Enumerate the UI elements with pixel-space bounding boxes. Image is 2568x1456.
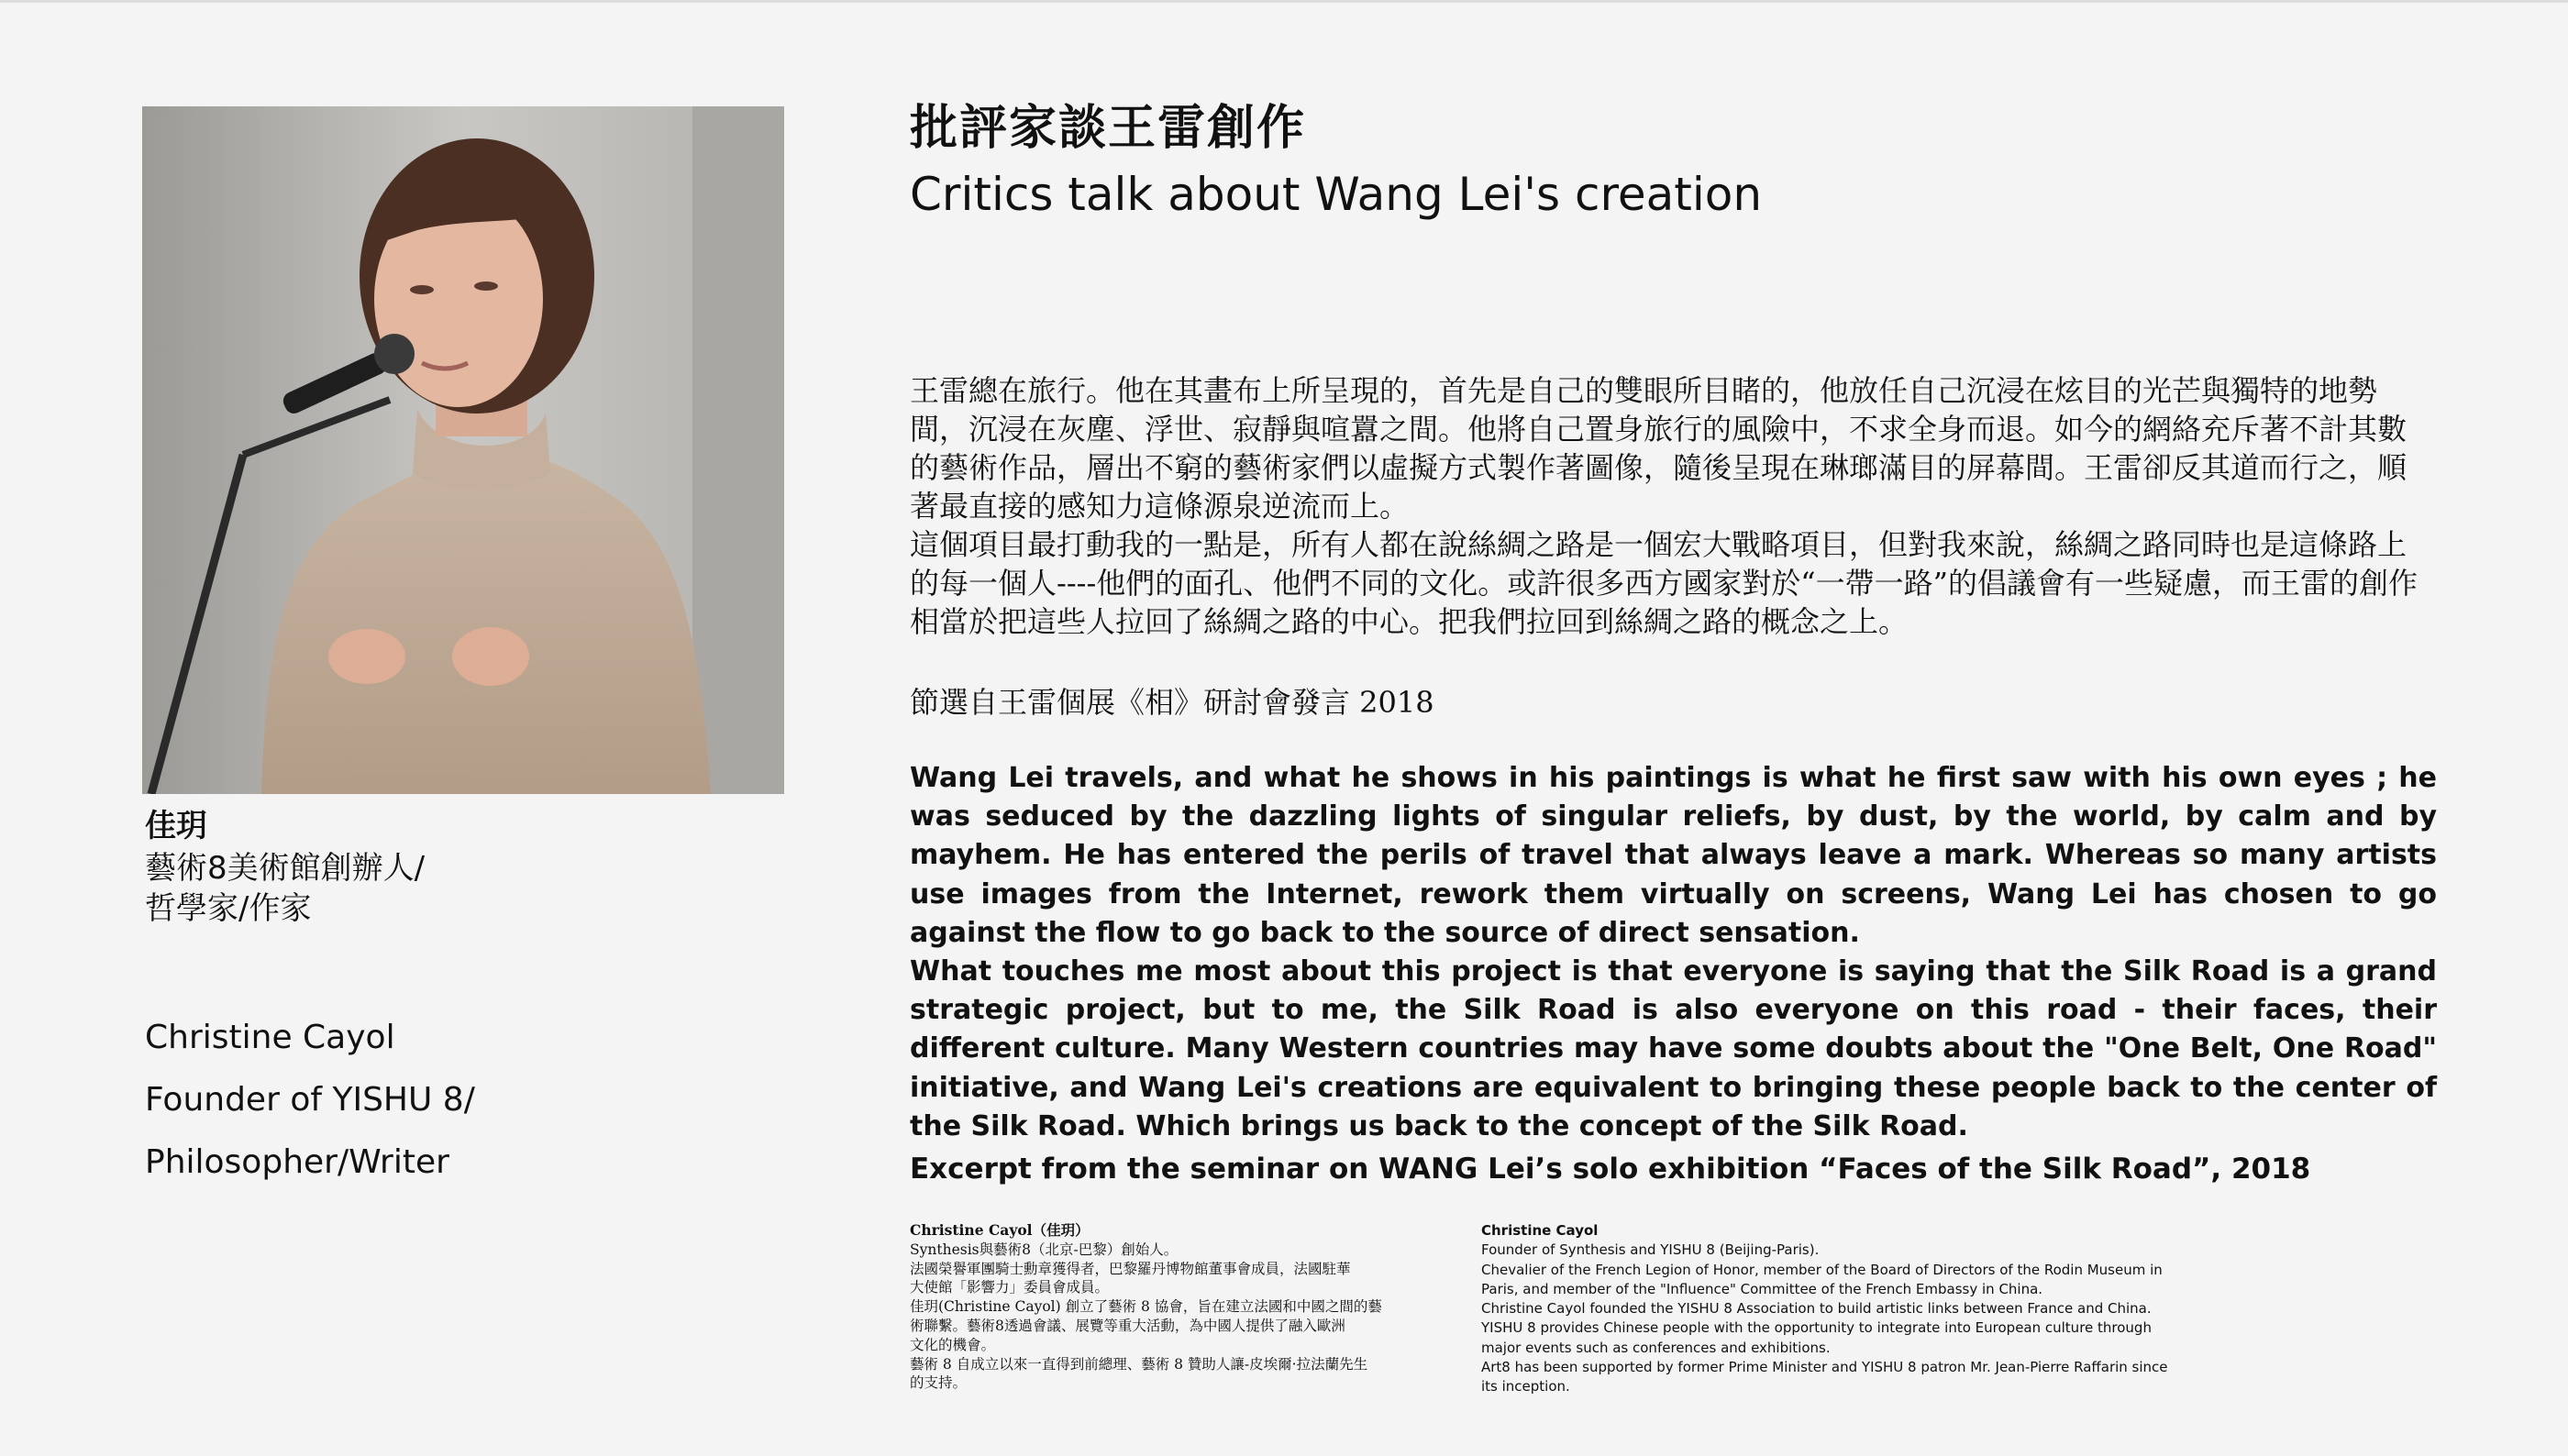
footnote-en-line: Art8 has been supported by former Prime Minister and YISHU 8 patron Mr. Jean-Pierre Raffarin since — [1481, 1359, 2168, 1376]
cn-paragraph: 王雷總在旅行。他在其畫布上所呈現的，首先是自己的雙眼所目睹的，他放任自己沉浸在炫目的光芒與獨特的地勢間，沉浸在灰塵、浮世、寂靜與喧囂之間。他將自己置身旅行的風險中，不求全身而退。如今的網絡充斥著不計其數的藝術作品，層出不窮的藝術家們以虛擬方式製作著圖像，隨後呈現在琳瑯滿目的屏幕間。王雷卻反其道而行之，順著最直接的感知力這條源泉逆流而上。 — [910, 373, 2408, 524]
person-cn-role — [145, 848, 622, 929]
footnote-cn — [910, 1221, 1433, 1393]
top-divider — [0, 0, 2568, 3]
footnote-en-line: Founder of Synthesis and YISHU 8 (Beijing-Paris). — [1481, 1241, 1820, 1259]
cn-body-text — [910, 371, 2432, 641]
footnote-cn-line: Synthesis與藝術8（北京-巴黎）創始人。 — [910, 1241, 1179, 1258]
footnote-cn-line: 佳玥(Christine Cayol) 創立了藝術 8 協會，旨在建立法國和中國之間的藝 — [910, 1298, 1382, 1316]
cn-source-note: 節選自王雷個展《相》研討會發言 2018 — [910, 685, 1434, 720]
footnote-en-heading: Christine Cayol — [1481, 1222, 1599, 1239]
page-title-en: Critics talk about Wang Lei's creation — [910, 168, 1763, 221]
page-title-cn: 批評家談王雷創作 — [910, 101, 1307, 156]
en-body-text — [910, 759, 2437, 1146]
footnote-cn-line: 術聯繫。藝術8透過會議、展覽等重大活動，為中國人提供了融入歐洲 — [910, 1317, 1345, 1334]
footnote-cn-line: 大使館「影響力」委員會成員。 — [910, 1279, 1110, 1296]
footnote-en — [1481, 1221, 2168, 1397]
footnote-cn-line: 的支持。 — [910, 1374, 968, 1392]
person-en-role-line: Philosopher/Writer — [145, 1143, 449, 1181]
footnote-cn-line: 文化的機會。 — [910, 1336, 996, 1353]
en-paragraph: What touches me most about this project is that everyone is saying that the Silk Road is a grand strategic project, but to me, the Silk Road is also everyone on this road - their faces, their different culture. Many Western countries may have some doubts about the "One Belt, One Road" initiative, and Wang Lei's creations are equivalent to bringing these people back to the center of the Silk Road. Which brings us back to the concept of the Silk Road. — [910, 955, 2437, 1142]
person-en-block — [145, 1007, 475, 1194]
person-en-name: Christine Cayol — [145, 1019, 395, 1056]
footnote-en-line: Paris, and member of the "Influence" Committee of the French Embassy in China. — [1481, 1280, 2043, 1297]
footnote-en-line: Chevalier of the French Legion of Honor, member of the Board of Directors of the Rodin Museum in — [1481, 1261, 2163, 1278]
person-en-role-line: Founder of YISHU 8/ — [145, 1081, 475, 1119]
footnote-cn-line: 藝術 8 自成立以來一直得到前總理、藝術 8 贊助人讓-皮埃爾·拉法蘭先生 — [910, 1355, 1368, 1373]
portrait-photo — [142, 106, 784, 794]
person-cn-role-line: 哲學家/作家 — [145, 890, 312, 927]
person-cn-name: 佳玥 — [145, 808, 207, 844]
cn-paragraph: 這個項目最打動我的一點是，所有人都在說絲綢之路是一個宏大戰略項目，但對我來說，絲綢之路同時也是這條路上的每一個人----他們的面孔、他們不同的文化。或許很多西方國家對於“一帶一路”的倡議會有一些疑慮，而王雷的創作相當於把這些人拉回了絲綢之路的中心。把我們拉回到絲綢之路的概念之上。 — [910, 527, 2418, 639]
footnote-cn-heading: Christine Cayol（佳玥） — [910, 1221, 1090, 1239]
en-source-note: Excerpt from the seminar on WANG Lei’s solo exhibition “Faces of the Silk Road”, 2018 — [910, 1153, 2311, 1186]
footnote-en-line: Christine Cayol founded the YISHU 8 Association to build artistic links between France and China. — [1481, 1300, 2152, 1318]
person-cn-role-line: 藝術8美術館創辦人/ — [145, 850, 426, 887]
footnote-en-line: YISHU 8 provides Chinese people with the opportunity to integrate into European culture through — [1481, 1319, 2152, 1337]
footnote-cn-line: 法國榮譽軍團騎士勳章獲得者，巴黎羅丹博物館董事會成員，法國駐華 — [910, 1260, 1351, 1277]
footnote-en-line: its inception. — [1481, 1378, 1570, 1395]
en-paragraph: Wang Lei travels, and what he shows in his paintings is what he first saw with his own eyes ; he was seduced by the dazzling lights of singular reliefs, by dust, by the world, by calm and by mayhem. He has entered the perils of travel that always leave a mark. Whereas so many artists use images from the Internet, rework them virtually on screens, Wang Lei has chosen to go against the flow to go back to the source of direct sensation. — [910, 762, 2437, 949]
footnote-en-line: major events such as conferences and exhibitions. — [1481, 1339, 1831, 1356]
